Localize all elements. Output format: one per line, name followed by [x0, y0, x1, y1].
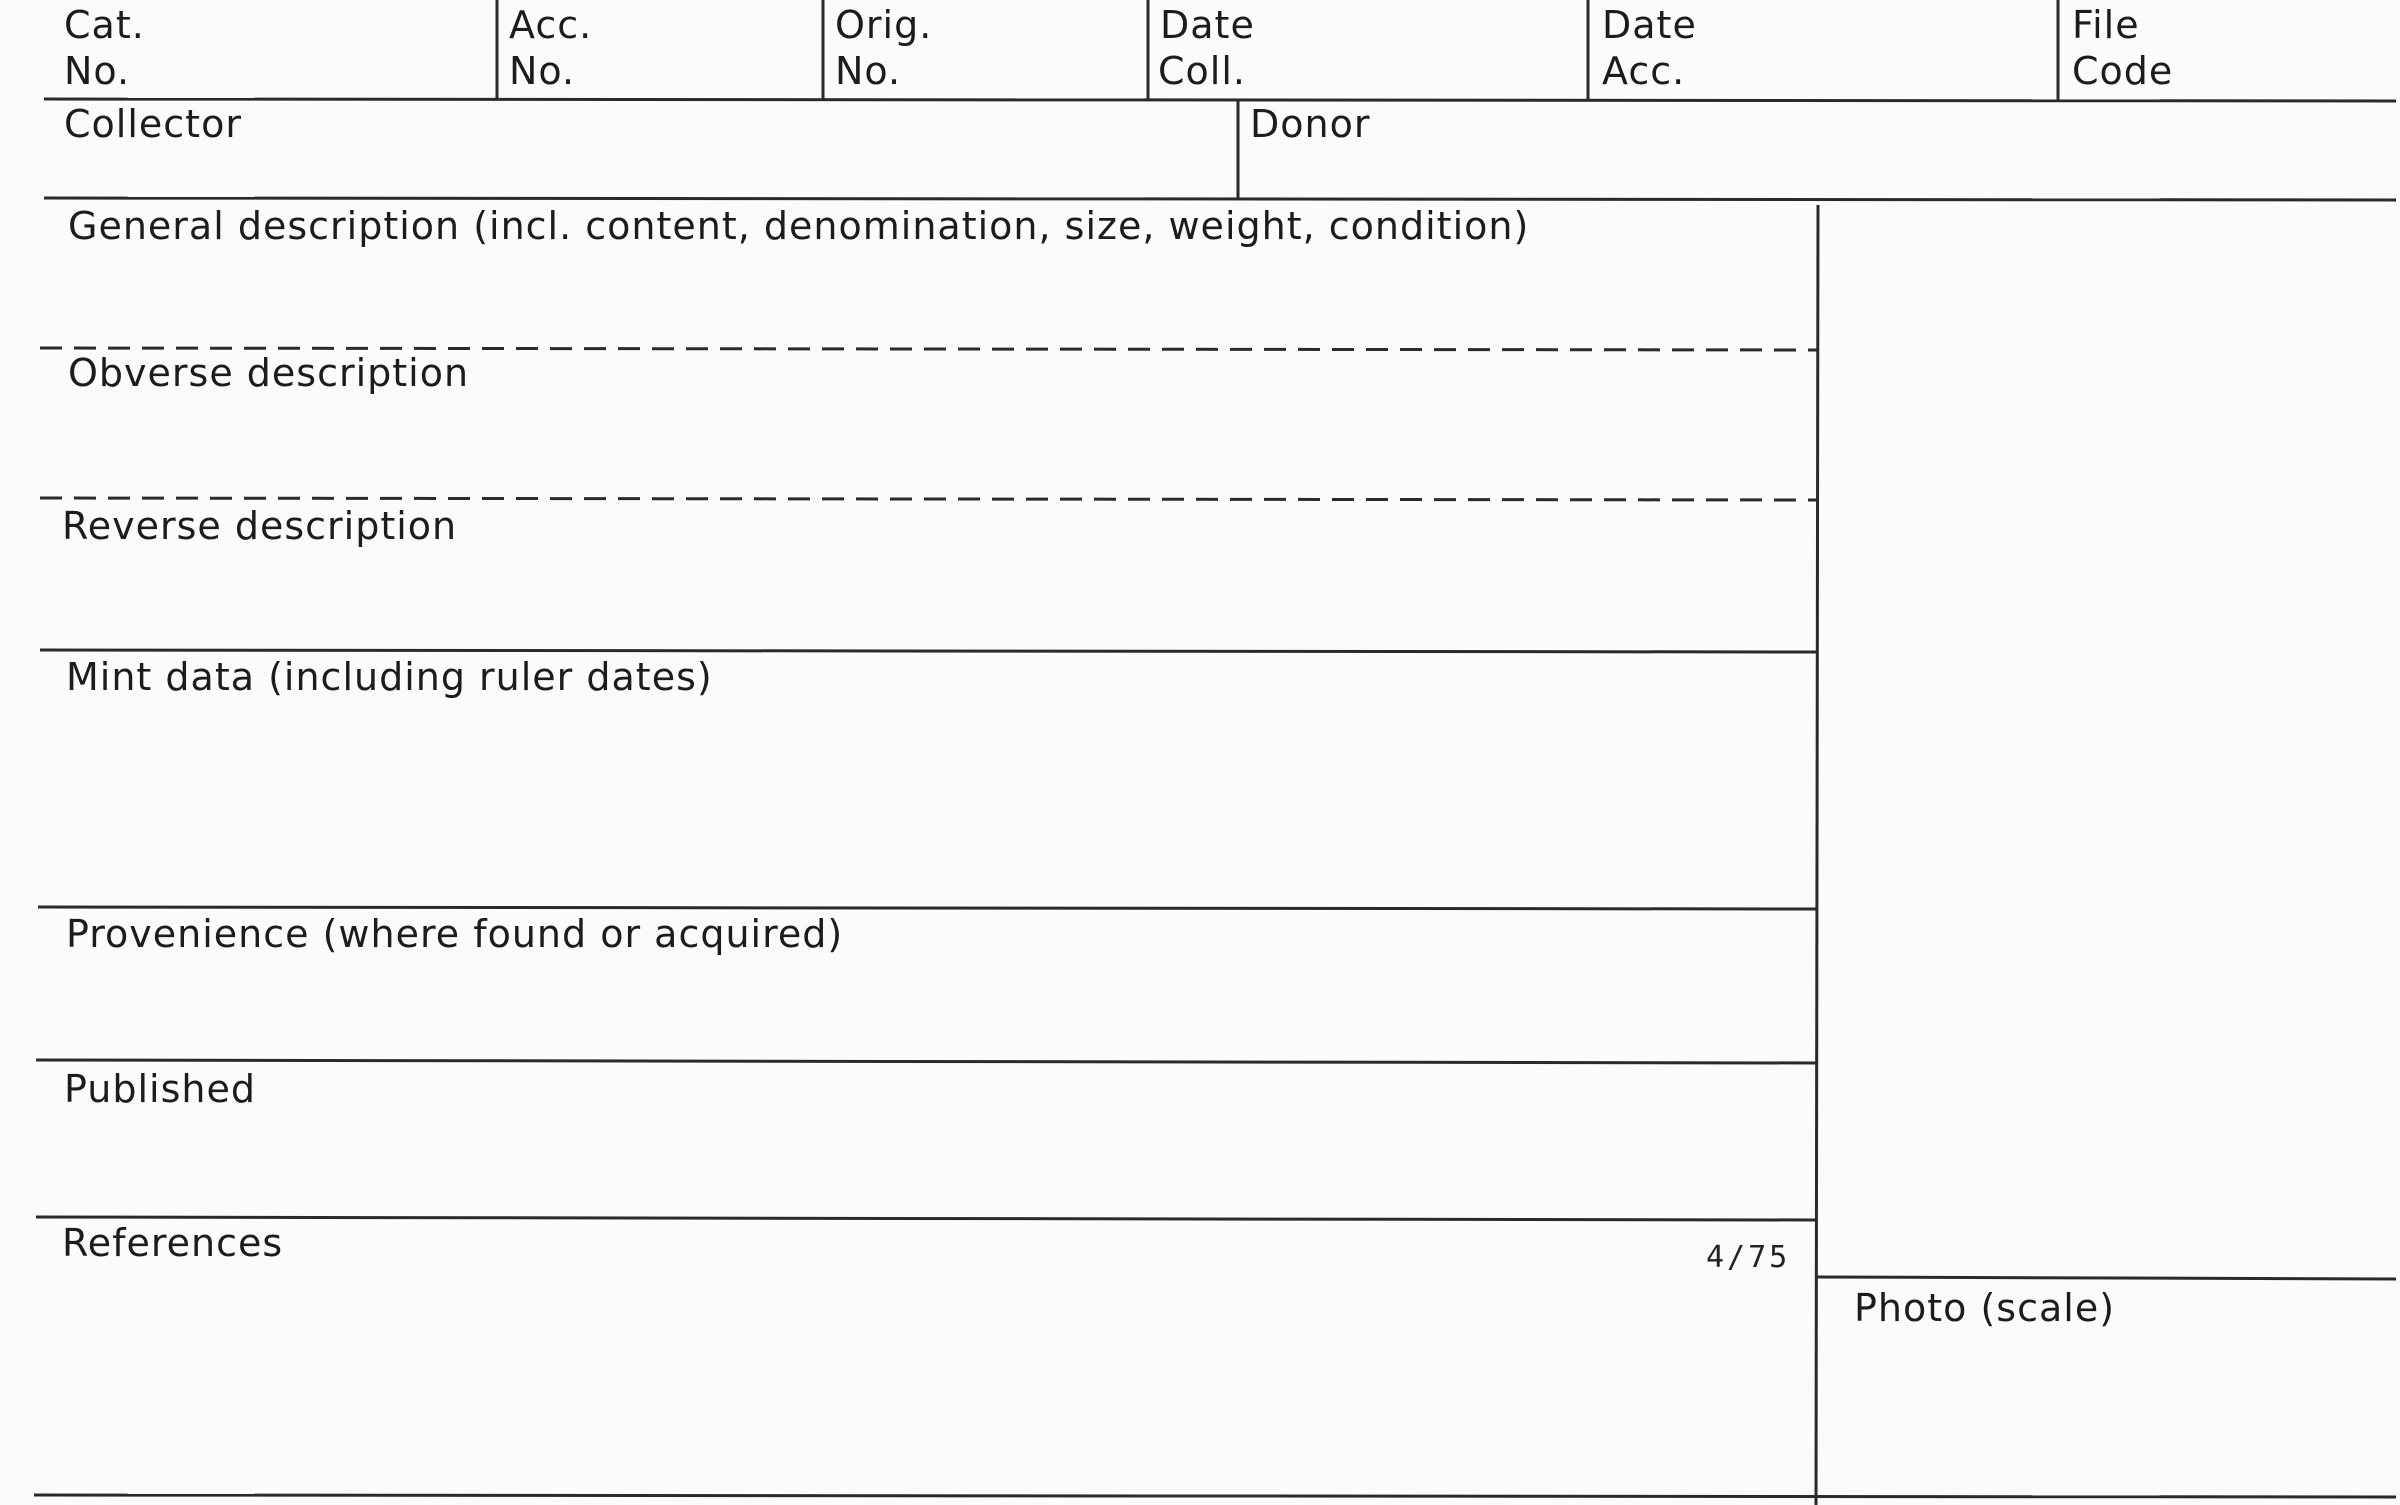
collector-field[interactable]: [44, 99, 1238, 198]
cat-no-label-line1: Cat.: [64, 3, 145, 47]
general-description-label: General description (incl. content, denomination, size, weight, condition): [68, 204, 1530, 248]
collector-label: Collector: [64, 102, 242, 146]
mint-data-label: Mint data (including ruler dates): [66, 655, 713, 699]
provenience-field[interactable]: [38, 909, 1818, 1061]
cat-no-field[interactable]: [44, 0, 497, 99]
published-label: Published: [64, 1067, 256, 1111]
obverse-description-field[interactable]: [40, 350, 1818, 498]
file-code-label-line2: Code: [2072, 49, 2174, 93]
file-code-label-line1: File: [2072, 3, 2140, 47]
cat-no-label-line2: No.: [64, 49, 131, 93]
date-acc-label-line2: Acc.: [1602, 49, 1686, 93]
references-field[interactable]: [36, 1220, 1816, 1495]
orig-no-label-line1: Orig.: [835, 3, 933, 47]
form-revision-code: 4/75: [1706, 1240, 1791, 1275]
published-field[interactable]: [36, 1063, 1816, 1218]
date-acc-label-line1: Date: [1602, 3, 1697, 47]
date-coll-label-line1: Date: [1160, 3, 1255, 47]
acc-no-label-line1: Acc.: [509, 3, 593, 47]
photo-area[interactable]: [1818, 200, 2396, 1277]
acc-no-label-line2: No.: [509, 49, 576, 93]
reverse-description-label: Reverse description: [62, 504, 458, 548]
general-description-field[interactable]: [40, 200, 1818, 348]
file-code-field[interactable]: [2058, 0, 2396, 99]
date-coll-label-line2: Coll.: [1158, 49, 1246, 93]
date-coll-field[interactable]: [1148, 0, 1588, 99]
photo-scale-label: Photo (scale): [1854, 1286, 2116, 1330]
date-acc-field[interactable]: [1588, 0, 2058, 99]
provenience-label: Provenience (where found or acquired): [66, 912, 844, 956]
acc-no-field[interactable]: [497, 0, 823, 99]
reverse-description-field[interactable]: [40, 500, 1818, 650]
mint-data-field[interactable]: [40, 652, 1818, 907]
obverse-description-label: Obverse description: [68, 351, 470, 395]
orig-no-field[interactable]: [823, 0, 1148, 99]
donor-label: Donor: [1250, 102, 1371, 146]
donor-field[interactable]: [1238, 99, 2396, 198]
references-label: References: [62, 1221, 284, 1265]
orig-no-label-line2: No.: [835, 49, 902, 93]
photo-scale-field[interactable]: [1816, 1279, 2396, 1495]
